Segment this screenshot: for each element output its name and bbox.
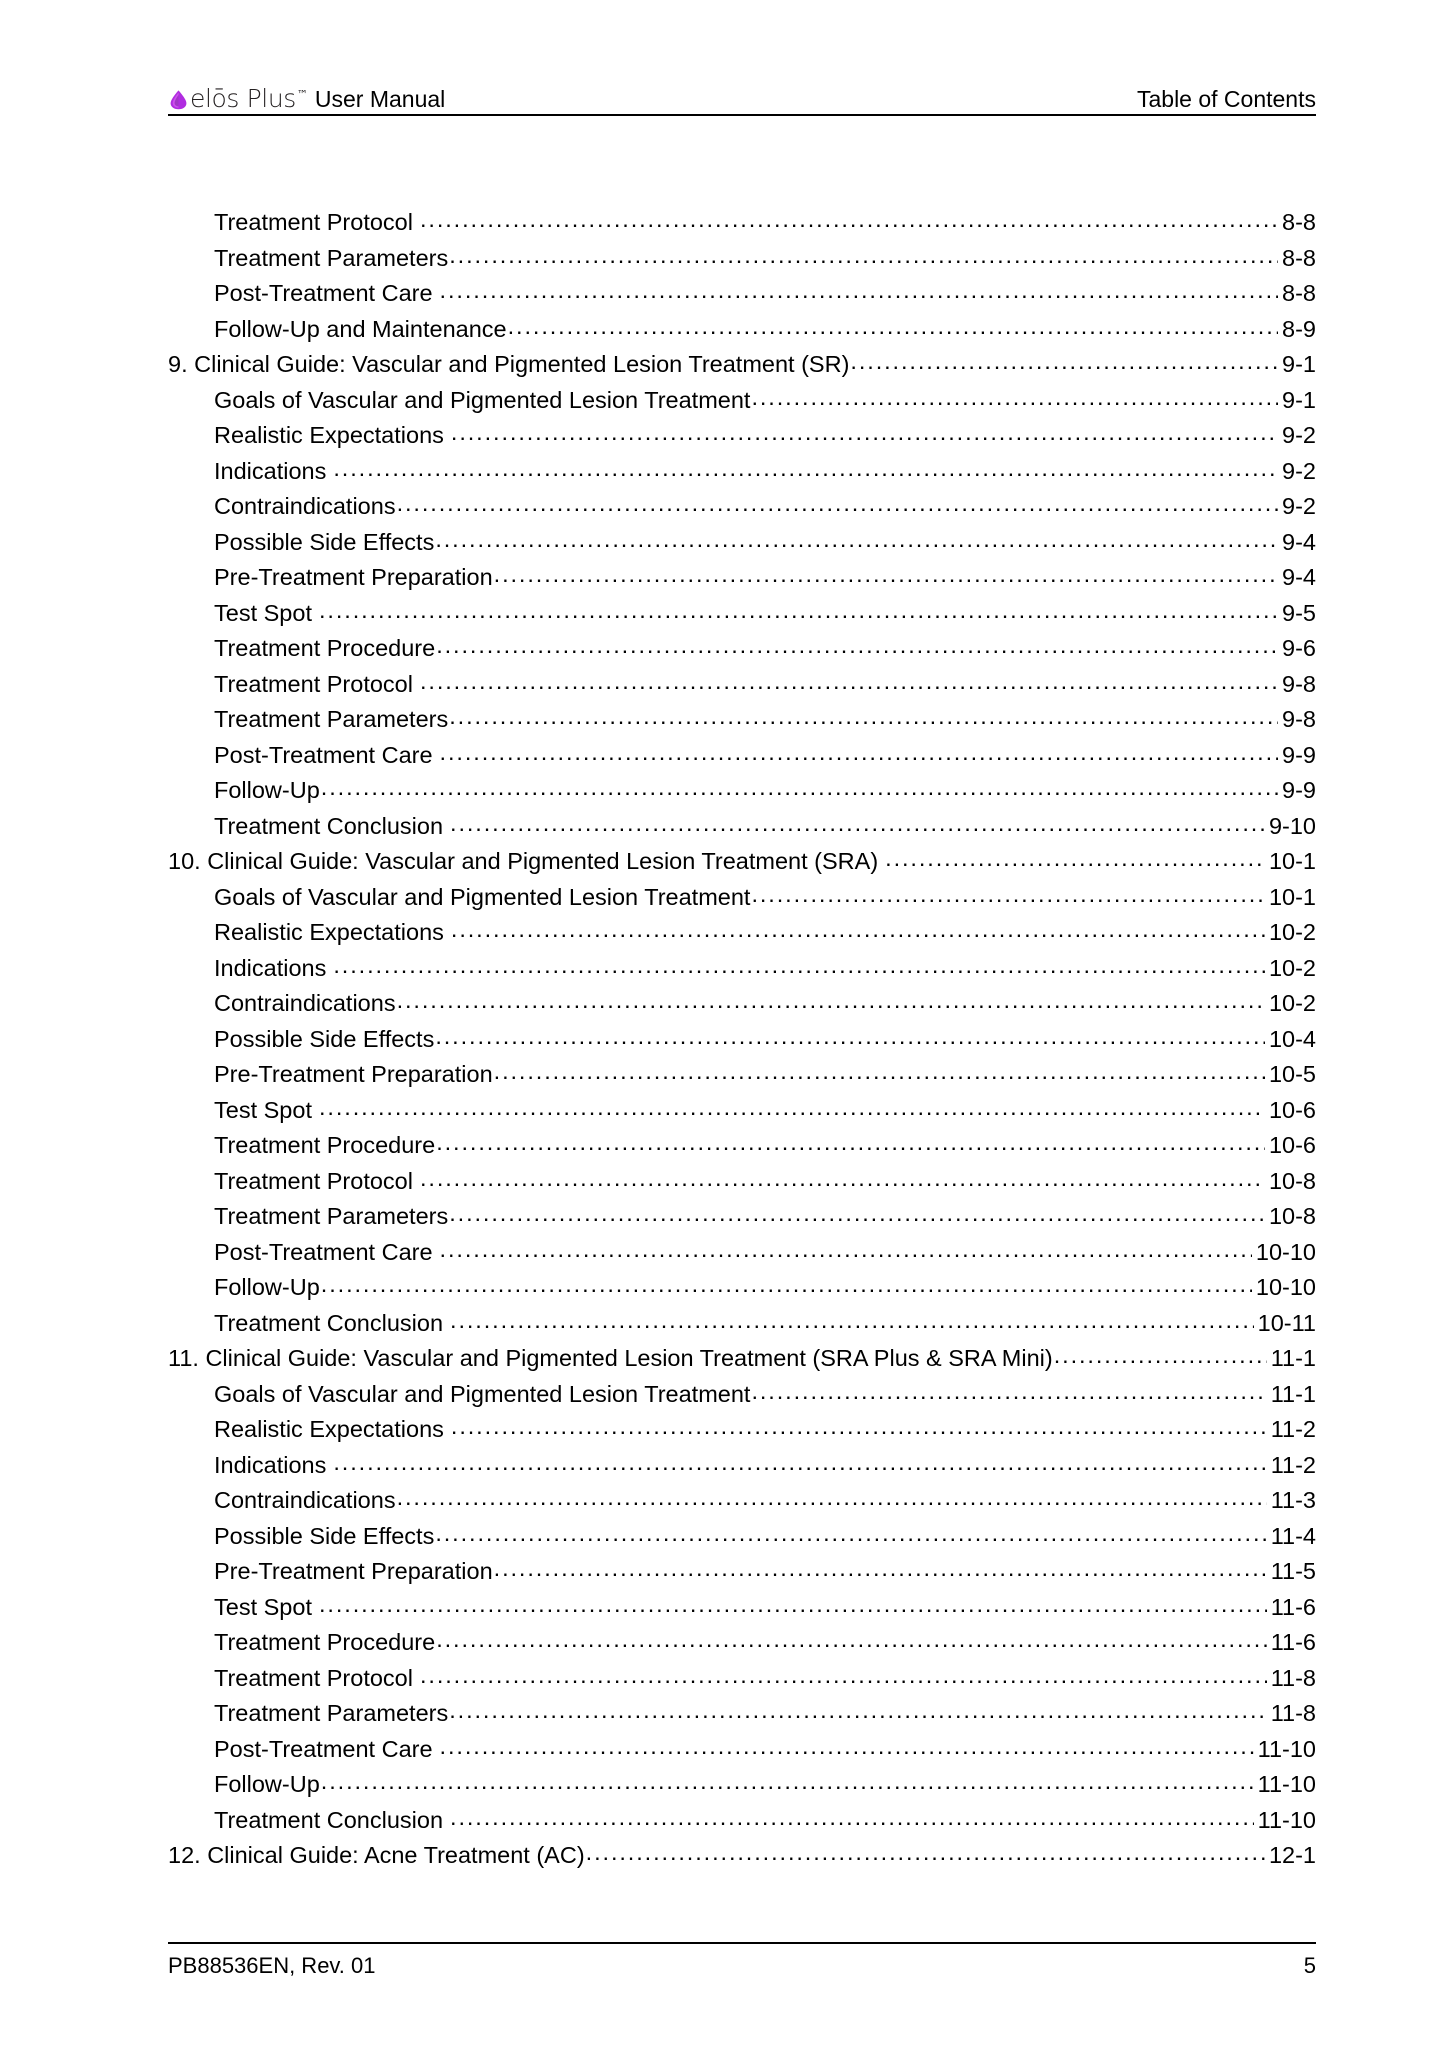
toc-entry-page: 11-10 xyxy=(1257,1735,1316,1762)
toc-entry-label: Treatment Conclusion xyxy=(214,812,444,839)
toc-entry[interactable] xyxy=(168,1412,1316,1448)
toc-leader-dots xyxy=(435,1024,1265,1047)
toc-entry-page: 10-4 xyxy=(1268,1025,1316,1052)
toc-entry-label: 10. Clinical Guide: Vascular and Pigmented Lesion Treatment (SRA) xyxy=(168,848,879,874)
toc-leader-dots xyxy=(440,1237,1252,1260)
toc-leader-dots xyxy=(494,1059,1265,1082)
toc-entry[interactable] xyxy=(168,560,1316,596)
toc-entry[interactable] xyxy=(168,1732,1316,1768)
toc-entry-label: Treatment Protocol xyxy=(214,1664,413,1691)
toc-leader-dots xyxy=(449,243,1278,266)
toc-entry-label: Test Spot xyxy=(214,599,312,626)
toc-entry[interactable] xyxy=(168,596,1316,632)
toc-entry-label: Possible Side Effects xyxy=(214,1522,435,1549)
toc-entry[interactable] xyxy=(168,844,1316,880)
toc-entry[interactable] xyxy=(168,1625,1316,1661)
toc-leader-dots xyxy=(319,598,1278,621)
toc-entry[interactable] xyxy=(168,525,1316,561)
toc-entry-page: 9-9 xyxy=(1282,777,1316,803)
toc-entry[interactable] xyxy=(168,1022,1316,1058)
toc-entry-label: Realistic Expectations xyxy=(214,1416,444,1442)
toc-entry-page: 9-4 xyxy=(1282,564,1316,590)
header-section-title: Table of Contents xyxy=(1136,86,1316,112)
toc-leader-dots xyxy=(420,207,1278,230)
toc-leader-dots xyxy=(449,1698,1266,1721)
toc-leader-dots xyxy=(420,1663,1267,1686)
toc-leader-dots xyxy=(450,1308,1254,1331)
toc-entry[interactable] xyxy=(168,667,1316,703)
toc-leader-dots xyxy=(321,1272,1252,1295)
toc-entry-label: Treatment Protocol xyxy=(214,209,413,235)
toc-entry-page: 10-10 xyxy=(1255,1238,1316,1265)
toc-entry-page: 9-2 xyxy=(1282,457,1316,484)
toc-entry-label: Follow-Up xyxy=(214,777,320,803)
toc-entry-label: Test Spot xyxy=(214,1593,312,1620)
toc-entry-label: Treatment Parameters xyxy=(214,706,449,732)
toc-entry-label: Post-Treatment Care xyxy=(214,280,433,306)
toc-leader-dots xyxy=(397,491,1278,514)
toc-entry[interactable] xyxy=(168,773,1316,809)
toc-entry-label: Contraindications xyxy=(214,493,396,519)
toc-entry-page: 11-8 xyxy=(1270,1664,1316,1691)
toc-entry[interactable] xyxy=(168,312,1316,348)
toc-leader-dots xyxy=(420,669,1278,692)
toc-entry-page: 11-10 xyxy=(1257,1771,1316,1797)
toc-entry-label: Follow-Up and Maintenance xyxy=(214,315,507,342)
toc-entry[interactable] xyxy=(168,1838,1316,1874)
toc-leader-dots xyxy=(450,811,1265,834)
toc-leader-dots xyxy=(440,740,1278,763)
toc-entry-label: Indications xyxy=(214,1451,327,1478)
toc-entry-label: Treatment Protocol xyxy=(214,1167,413,1194)
toc-entry[interactable] xyxy=(168,1164,1316,1200)
toc-entry[interactable] xyxy=(168,1235,1316,1271)
toc-leader-dots xyxy=(436,1627,1267,1650)
toc-entry-page: 8-8 xyxy=(1282,244,1316,271)
page-footer xyxy=(168,1942,1316,1979)
trademark-symbol: ™ xyxy=(296,88,308,101)
toc-entry[interactable] xyxy=(168,1270,1316,1306)
toc-entry-page: 10-6 xyxy=(1268,1096,1316,1123)
toc-entry-page: 9-9 xyxy=(1282,741,1316,768)
toc-entry[interactable] xyxy=(168,915,1316,951)
toc-leader-dots xyxy=(435,1521,1266,1544)
toc-entry-label: 9. Clinical Guide: Vascular and Pigmented Lesion Treatment (SR) xyxy=(168,351,850,377)
toc-leader-dots xyxy=(751,385,1278,408)
toc-entry[interactable] xyxy=(168,489,1316,525)
toc-entry-label: Contraindications xyxy=(214,990,396,1016)
toc-entry-label: Indications xyxy=(214,457,327,484)
toc-entry-page: 11-1 xyxy=(1270,1345,1316,1371)
toc-entry-label: Treatment Conclusion xyxy=(214,1806,444,1833)
toc-entry-label: Follow-Up xyxy=(214,1274,320,1300)
toc-leader-dots xyxy=(435,527,1278,550)
toc-leader-dots xyxy=(494,1556,1267,1579)
toc-entry[interactable] xyxy=(168,276,1316,312)
toc-entry[interactable] xyxy=(168,383,1316,419)
toc-leader-dots xyxy=(494,562,1278,585)
toc-leader-dots xyxy=(450,1805,1254,1828)
toc-entry-label: Pre-Treatment Preparation xyxy=(214,564,493,590)
toc-entry[interactable] xyxy=(168,951,1316,987)
header-branding xyxy=(168,86,445,111)
toc-entry-label: Follow-Up xyxy=(214,1771,320,1797)
manual-title: User Manual xyxy=(314,86,446,112)
toc-entry-label: Realistic Expectations xyxy=(214,422,444,448)
toc-leader-dots xyxy=(397,1485,1267,1508)
toc-entry-label: Treatment Procedure xyxy=(214,1132,436,1158)
toc-leader-dots xyxy=(586,1840,1265,1863)
toc-entry-label: 11. Clinical Guide: Vascular and Pigmented Lesion Treatment (SRA Plus & SRA Mini) xyxy=(168,1345,1053,1371)
toc-entry-label: Post-Treatment Care xyxy=(214,1735,433,1762)
toc-entry-page: 9-1 xyxy=(1282,386,1316,413)
toc-entry[interactable] xyxy=(168,1341,1316,1377)
toc-entry-label: Realistic Expectations xyxy=(214,919,444,945)
toc-entry-page: 10-2 xyxy=(1268,919,1316,945)
toc-entry[interactable] xyxy=(168,631,1316,667)
toc-entry-page: 10-5 xyxy=(1268,1061,1316,1087)
toc-entry-page: 9-5 xyxy=(1282,599,1316,626)
table-of-contents-list xyxy=(168,205,1316,1874)
toc-entry-page: 9-8 xyxy=(1282,670,1316,697)
toc-leader-dots xyxy=(436,1130,1265,1153)
toc-entry-page: 10-10 xyxy=(1255,1274,1316,1300)
toc-entry-page: 10-11 xyxy=(1257,1309,1316,1336)
toc-entry-label: Treatment Parameters xyxy=(214,1203,449,1229)
toc-entry[interactable] xyxy=(168,1767,1316,1803)
toc-entry-page: 10-8 xyxy=(1268,1203,1316,1229)
toc-entry-page: 8-9 xyxy=(1282,315,1316,342)
toc-entry[interactable] xyxy=(168,241,1316,277)
elos-droplet-logo-icon xyxy=(168,89,189,110)
toc-entry[interactable] xyxy=(168,347,1316,383)
toc-leader-dots xyxy=(451,917,1265,940)
toc-entry-page: 8-8 xyxy=(1282,209,1316,235)
toc-entry-page: 10-1 xyxy=(1268,883,1316,910)
toc-entry-page: 10-2 xyxy=(1268,990,1316,1016)
toc-entry-label: Treatment Conclusion xyxy=(214,1309,444,1336)
toc-entry-label: Test Spot xyxy=(214,1096,312,1123)
toc-entry[interactable] xyxy=(168,1590,1316,1626)
toc-entry-label: Possible Side Effects xyxy=(214,1025,435,1052)
toc-entry-label: Pre-Treatment Preparation xyxy=(214,1061,493,1087)
toc-entry-page: 11-5 xyxy=(1270,1558,1316,1584)
toc-entry-page: 9-2 xyxy=(1282,493,1316,519)
toc-entry[interactable] xyxy=(168,1696,1316,1732)
toc-leader-dots xyxy=(319,1592,1267,1615)
toc-leader-dots xyxy=(420,1166,1265,1189)
toc-entry[interactable] xyxy=(168,1306,1316,1342)
toc-leader-dots xyxy=(751,1379,1266,1402)
document-identifier: PB88536EN, Rev. 01 xyxy=(168,1953,376,1978)
toc-entry-page: 11-8 xyxy=(1270,1700,1316,1726)
toc-entry[interactable] xyxy=(168,1661,1316,1697)
toc-entry-page: 11-2 xyxy=(1270,1416,1316,1442)
toc-entry-page: 11-2 xyxy=(1270,1451,1316,1478)
toc-entry[interactable] xyxy=(168,1128,1316,1164)
toc-entry-label: Indications xyxy=(214,954,327,981)
toc-entry-page: 11-6 xyxy=(1270,1593,1316,1620)
toc-leader-dots xyxy=(440,278,1278,301)
page-header xyxy=(168,76,1316,116)
toc-entry-label: Pre-Treatment Preparation xyxy=(214,1558,493,1584)
toc-leader-dots xyxy=(440,1734,1254,1757)
toc-entry[interactable] xyxy=(168,738,1316,774)
toc-entry[interactable] xyxy=(168,702,1316,738)
toc-entry-page: 8-8 xyxy=(1282,280,1316,306)
toc-entry[interactable] xyxy=(168,1803,1316,1839)
toc-entry-label: Treatment Procedure xyxy=(214,635,436,661)
toc-entry-label: Treatment Procedure xyxy=(214,1629,436,1655)
toc-leader-dots xyxy=(449,1201,1265,1224)
toc-entry-page: 11-4 xyxy=(1270,1522,1316,1549)
toc-entry-page: 9-4 xyxy=(1282,528,1316,555)
toc-leader-dots xyxy=(333,953,1265,976)
toc-entry-page: 9-6 xyxy=(1282,635,1316,661)
toc-leader-dots xyxy=(436,633,1278,656)
toc-entry[interactable] xyxy=(168,1093,1316,1129)
toc-entry[interactable] xyxy=(168,1199,1316,1235)
toc-leader-dots xyxy=(397,988,1265,1011)
toc-leader-dots xyxy=(508,314,1278,337)
toc-leader-dots xyxy=(321,1769,1254,1792)
toc-entry[interactable] xyxy=(168,880,1316,916)
toc-entry-label: Contraindications xyxy=(214,1487,396,1513)
toc-entry[interactable] xyxy=(168,1554,1316,1590)
toc-leader-dots xyxy=(1054,1343,1267,1366)
toc-entry-page: 10-8 xyxy=(1268,1167,1316,1194)
toc-leader-dots xyxy=(451,420,1278,443)
toc-leader-dots xyxy=(333,1450,1266,1473)
toc-entry-page: 11-1 xyxy=(1270,1380,1316,1407)
toc-entry-page: 9-8 xyxy=(1282,706,1316,732)
toc-entry-label: Treatment Parameters xyxy=(214,1700,449,1726)
toc-entry-page: 11-6 xyxy=(1270,1629,1316,1655)
toc-entry-label: Post-Treatment Care xyxy=(214,1238,433,1265)
toc-entry-label: Goals of Vascular and Pigmented Lesion Treatment xyxy=(214,386,751,413)
toc-leader-dots xyxy=(850,349,1278,372)
toc-entry[interactable] xyxy=(168,986,1316,1022)
toc-leader-dots xyxy=(319,1095,1265,1118)
toc-leader-dots xyxy=(333,456,1278,479)
toc-entry-page: 10-1 xyxy=(1268,848,1316,874)
toc-entry-page: 9-1 xyxy=(1282,351,1316,377)
toc-entry[interactable] xyxy=(168,809,1316,845)
toc-leader-dots xyxy=(885,846,1265,869)
toc-leader-dots xyxy=(449,704,1278,727)
toc-entry-label: Goals of Vascular and Pigmented Lesion Treatment xyxy=(214,1380,751,1407)
toc-leader-dots xyxy=(451,1414,1267,1437)
toc-entry-label: Treatment Parameters xyxy=(214,244,449,271)
toc-entry-page: 10-2 xyxy=(1268,954,1316,981)
toc-entry[interactable] xyxy=(168,1377,1316,1413)
toc-entry-page: 11-10 xyxy=(1257,1806,1316,1833)
toc-entry-page: 12-1 xyxy=(1268,1842,1316,1868)
toc-entry-page: 9-2 xyxy=(1282,422,1316,448)
toc-entry-page: 9-10 xyxy=(1268,812,1316,839)
toc-leader-dots xyxy=(751,882,1265,905)
toc-entry[interactable] xyxy=(168,1448,1316,1484)
toc-entry-label: Treatment Protocol xyxy=(214,670,413,697)
toc-leader-dots xyxy=(321,775,1278,798)
toc-entry-page: 10-6 xyxy=(1268,1132,1316,1158)
toc-entry[interactable] xyxy=(168,418,1316,454)
toc-entry-label: Possible Side Effects xyxy=(214,528,435,555)
toc-entry-label: Goals of Vascular and Pigmented Lesion Treatment xyxy=(214,883,751,910)
toc-entry-label: 12. Clinical Guide: Acne Treatment (AC) xyxy=(168,1842,585,1868)
toc-entry[interactable] xyxy=(168,1519,1316,1555)
toc-entry[interactable] xyxy=(168,454,1316,490)
toc-entry[interactable] xyxy=(168,1483,1316,1519)
toc-entry-label: Post-Treatment Care xyxy=(214,741,433,768)
toc-entry-page: 11-3 xyxy=(1270,1487,1316,1513)
page-number: 5 xyxy=(1303,1953,1316,1978)
logo-wordmark: elōs Plus xyxy=(190,84,296,113)
toc-entry[interactable] xyxy=(168,205,1316,241)
toc-entry[interactable] xyxy=(168,1057,1316,1093)
